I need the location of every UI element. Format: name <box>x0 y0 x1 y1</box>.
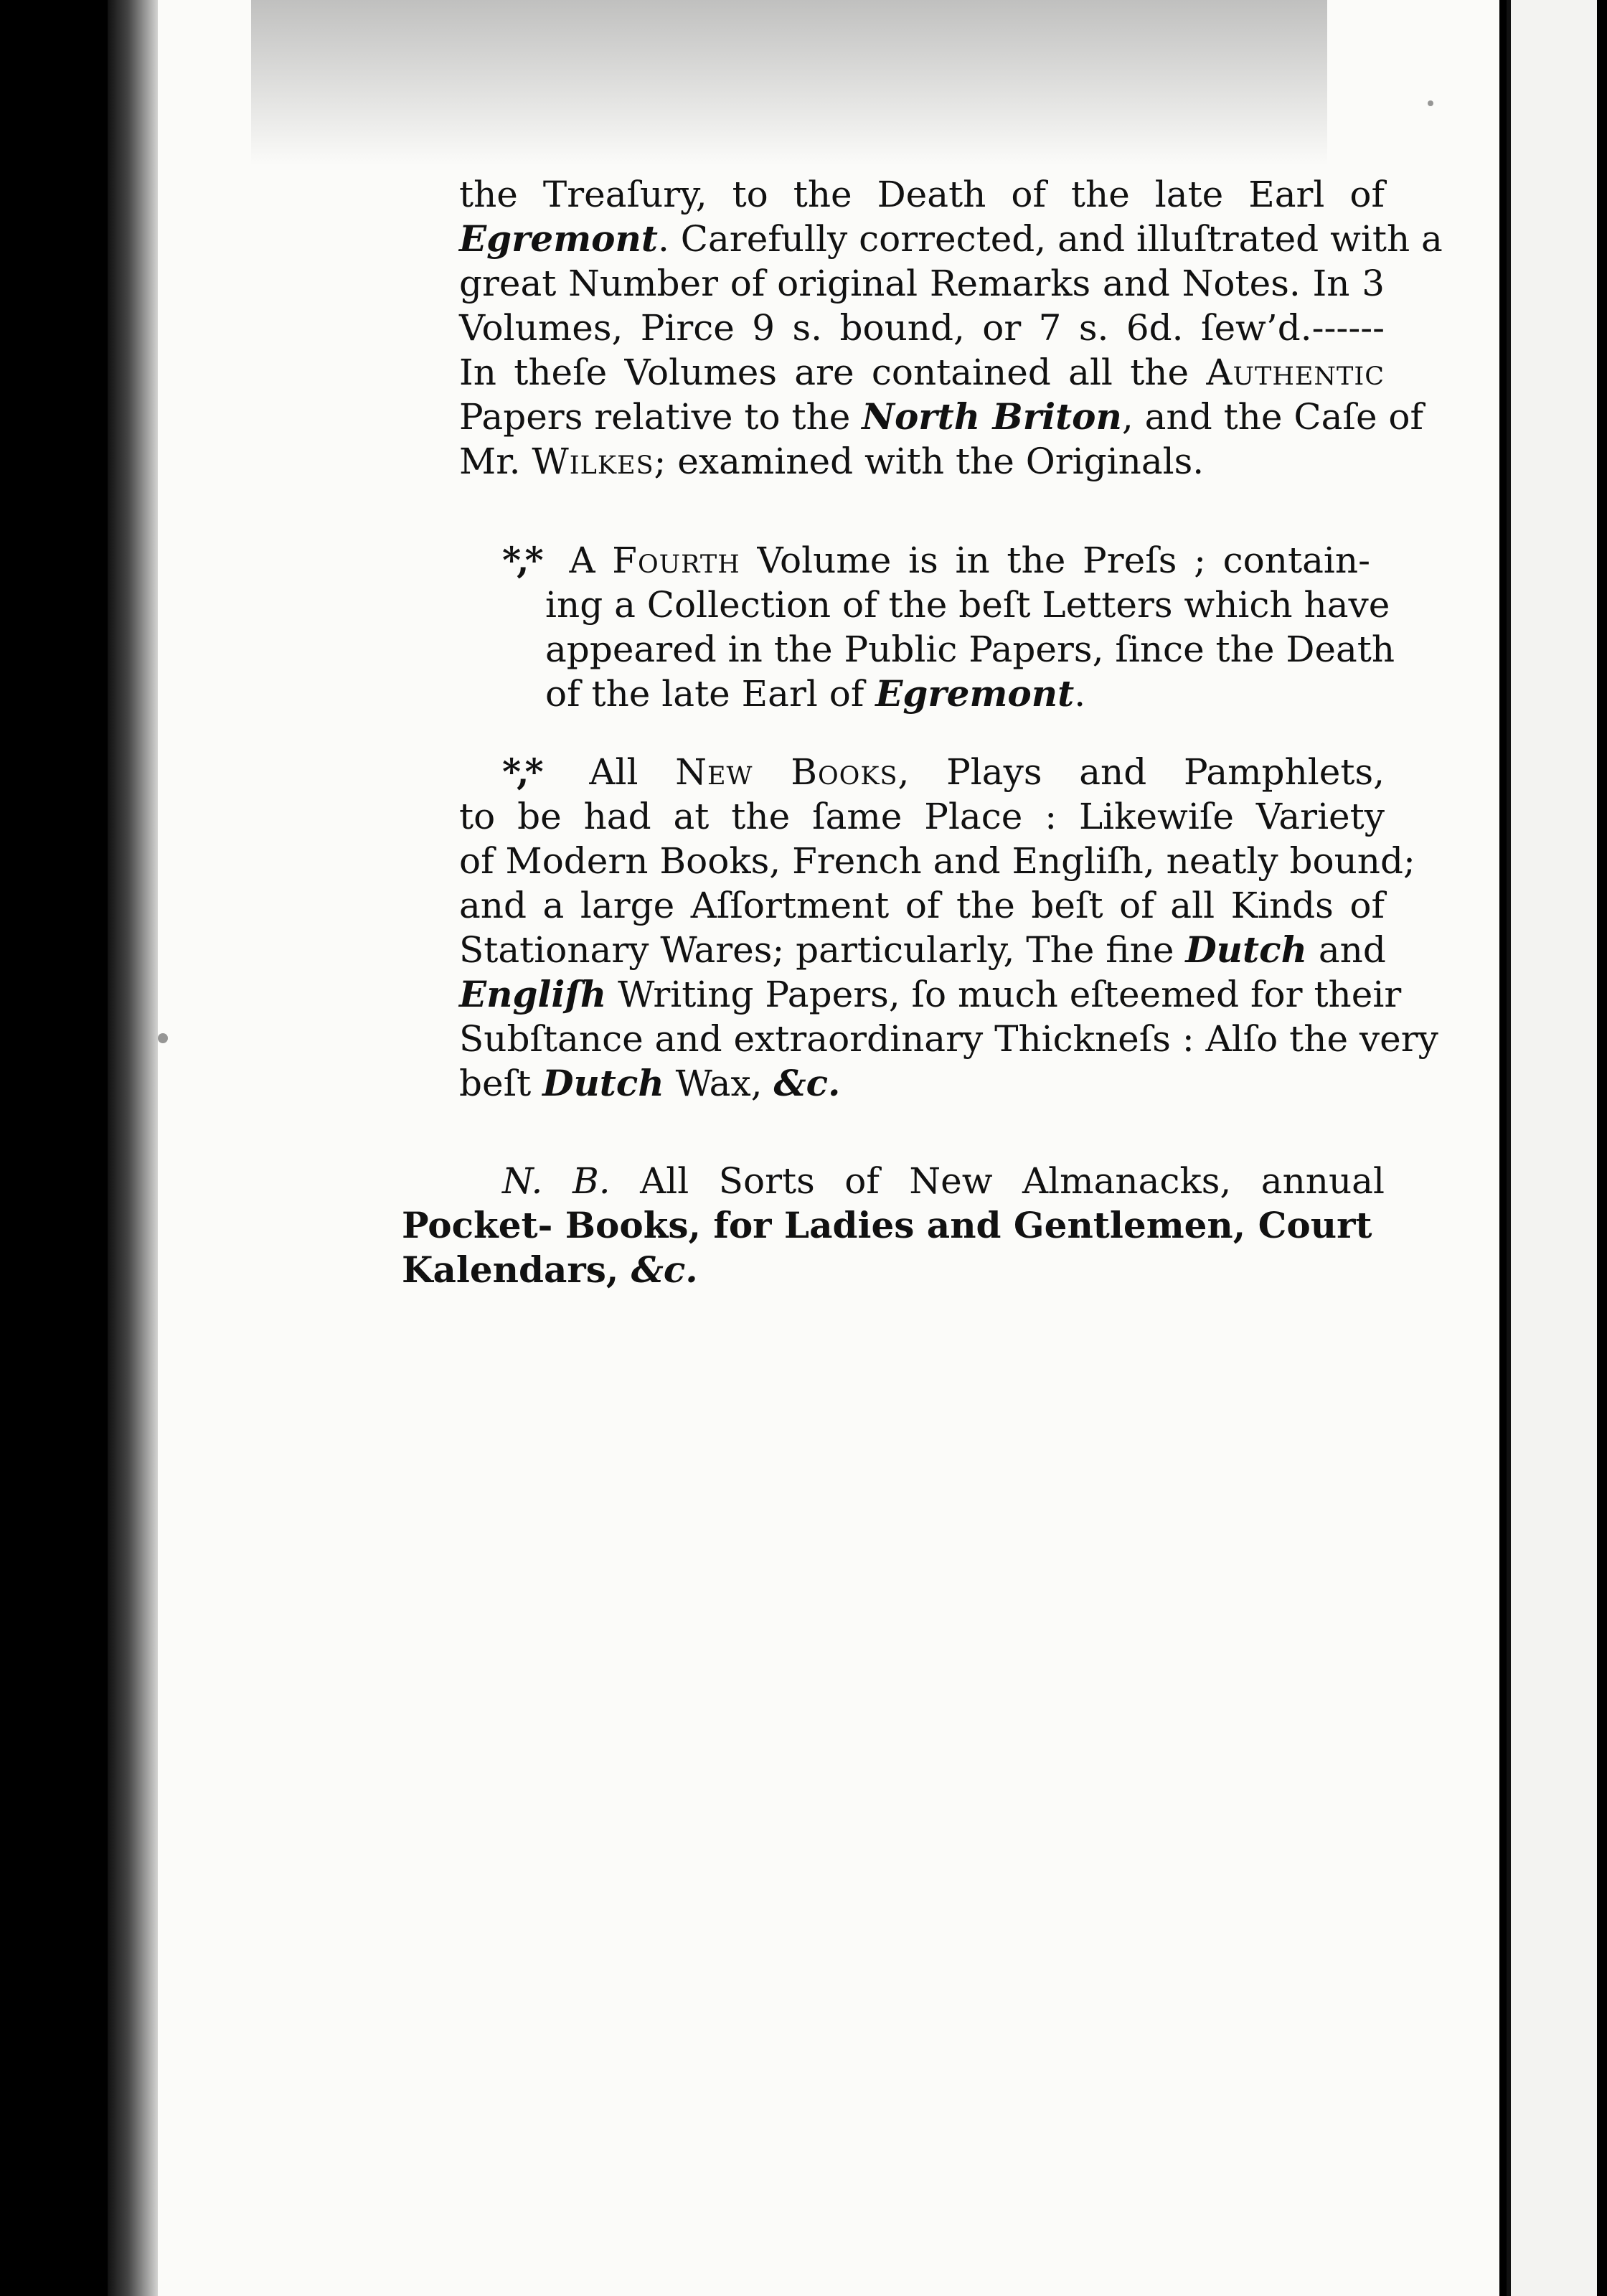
text-line: beſt Dutch Wax, &c. <box>459 1062 841 1104</box>
bleed-through-text <box>445 1327 1499 1378</box>
text-line: to be had at the ſame Place : Likewiſe Variety <box>459 796 1385 837</box>
notice-fourth-volume <box>502 538 1395 716</box>
text-line: of the late Earl of Egremont. <box>545 672 1086 715</box>
text-line: appeared in the Public Papers, ſince the Death <box>545 629 1395 670</box>
text-line: *,* A Fourth Volume is in the Preſs ; contain- <box>502 539 1370 581</box>
text-line: N. B. All Sorts of New Almanacks, annual <box>502 1160 1385 1202</box>
text-line: the Treaſury, to the Death of the late Earl of <box>459 174 1385 215</box>
text-line: Egremont. Carefully corrected, and illuſtrated with a <box>459 217 1443 260</box>
text-line: of Modern Books, French and Engliſh, neatly bound; <box>459 840 1415 882</box>
ink-speck <box>1428 100 1433 106</box>
text-line: Subſtance and extraordinary Thickneſs : Alſo the very <box>459 1018 1438 1060</box>
text-line: ing a Collection of the beſt Letters which have <box>545 584 1390 626</box>
text-line: Pocket- Books, for Ladies and Gentlemen, Court <box>402 1204 1372 1246</box>
text-line: Mr. Wilkes; examined with the Originals. <box>459 441 1205 482</box>
book-page <box>108 0 1499 2296</box>
text-line: Papers relative to the North Briton, and the Caſe of <box>459 395 1424 438</box>
notice-almanacks <box>402 1159 1385 1292</box>
text-line: Engliſh Writing Papers, ſo much eſteemed for their <box>459 973 1402 1015</box>
notice-new-books <box>459 750 1438 1106</box>
text-line: Volumes, Pirce 9 s. bound, or 7 s. 6d. ſew’d.------ <box>459 307 1385 349</box>
asterism: *,* <box>502 539 539 581</box>
adjacent-page-edge <box>1507 0 1597 2296</box>
ink-speck <box>158 1033 168 1043</box>
italic-name: Egremont <box>459 217 658 260</box>
text-line: and a large Aſſortment of the beſt of all Kinds of <box>459 885 1385 926</box>
page-gutter-shadow <box>108 0 158 2296</box>
text-line: *,* All New Books, Plays and Pamphlets, <box>502 751 1385 793</box>
text-line: Stationary Wares; particularly, The fine Dutch and <box>459 928 1386 971</box>
text-line: Kalendars, &c. <box>402 1248 698 1291</box>
paragraph-continuation <box>459 172 1443 484</box>
text-line: In theſe Volumes are contained all the Authentic <box>459 352 1385 393</box>
text-line: great Number of original Remarks and Notes. In 3 <box>459 263 1385 304</box>
asterism: *,* <box>502 751 539 793</box>
